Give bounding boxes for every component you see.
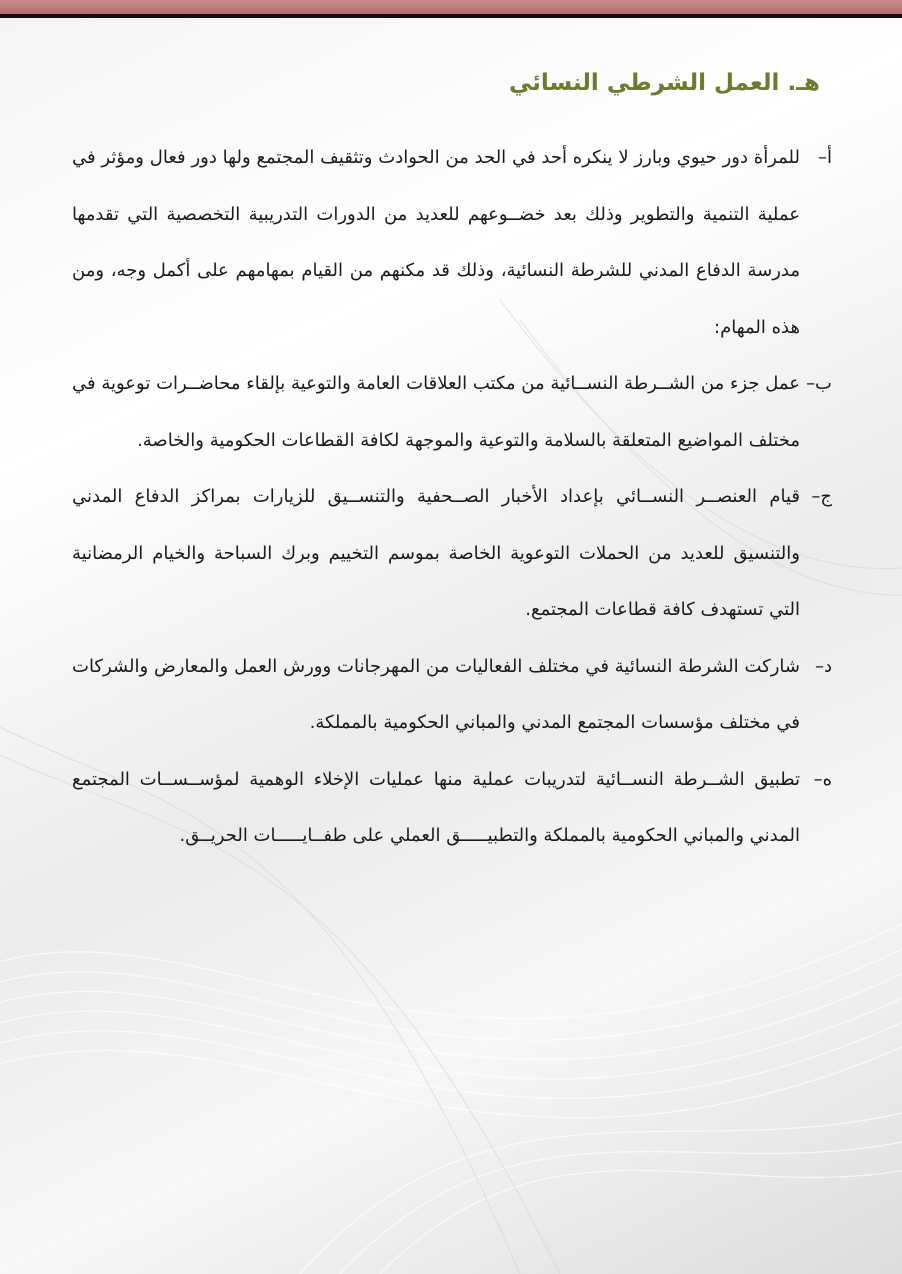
item-text: تطبيق الشــرطة النســائية لتدريبات عملية منها عمليات الإخلاء الوهمية لمؤســســات المجتمع المدني والمباني الحكومية بالمملكة والتطبيـــــق العملي على طفــايـــــات الحريــق.: [72, 768, 800, 846]
list-item: [72, 469, 832, 639]
item-marker: د–: [814, 655, 832, 677]
list-item: [72, 356, 832, 469]
list-item: [72, 752, 832, 865]
item-text: شاركت الشرطة النسائية في مختلف الفعاليات من المهرجانات وورش العمل والمعارض والشركات في مختلف مؤسسات المجتمع المدني والمباني الحكومية بالمملكة.: [72, 655, 800, 733]
list-item: [72, 130, 832, 356]
item-text: عمل جزء من الشــرطة النســائية من مكتب العلاقات العامة والتوعية بإلقاء محاضــرات توعوية في مختلف المواضيع المتعلقة بالسلامة والتوعية والموجهة لكافة القطاعات الحكومية والخاصة.: [72, 373, 800, 451]
item-text: قيام العنصــر النســائي بإعداد الأخبار الصــحفية والتنســيق للزيارات بمراكز الدفاع المدني والتنسيق للعديد من الحملات التوعوية الخاصة بموسم التخييم وبرك السباحة والخيام الرمضانية التي تستهدف كافة قطاعات المجتمع.: [72, 486, 800, 620]
content-list: [72, 130, 832, 1230]
list-item: [72, 639, 832, 752]
item-marker: ج–: [811, 486, 832, 507]
header-band: [0, 0, 902, 14]
item-text: للمرأة دور حيوي وبارز لا ينكره أحد في الحد من الحوادث وتثقيف المجتمع ولها دور فعال ومؤثر في عملية التنمية والتطوير وذلك بعد خضــوعهم للعديد من الدورات التدريبية التخصصية التي تقدمها مدرسة الدفاع المدني للشرطة النسائية، وذلك قد مكنهم من القيام بمهامهم على أكمل وجه، ومن هذه المهام:: [72, 147, 800, 338]
item-marker: ه–: [813, 768, 832, 790]
section-title: هـ. العمل الشرطي النسائي: [508, 70, 820, 96]
item-marker: أ–: [817, 147, 832, 168]
header-rule: [0, 14, 902, 18]
item-marker: ب–: [806, 373, 832, 394]
